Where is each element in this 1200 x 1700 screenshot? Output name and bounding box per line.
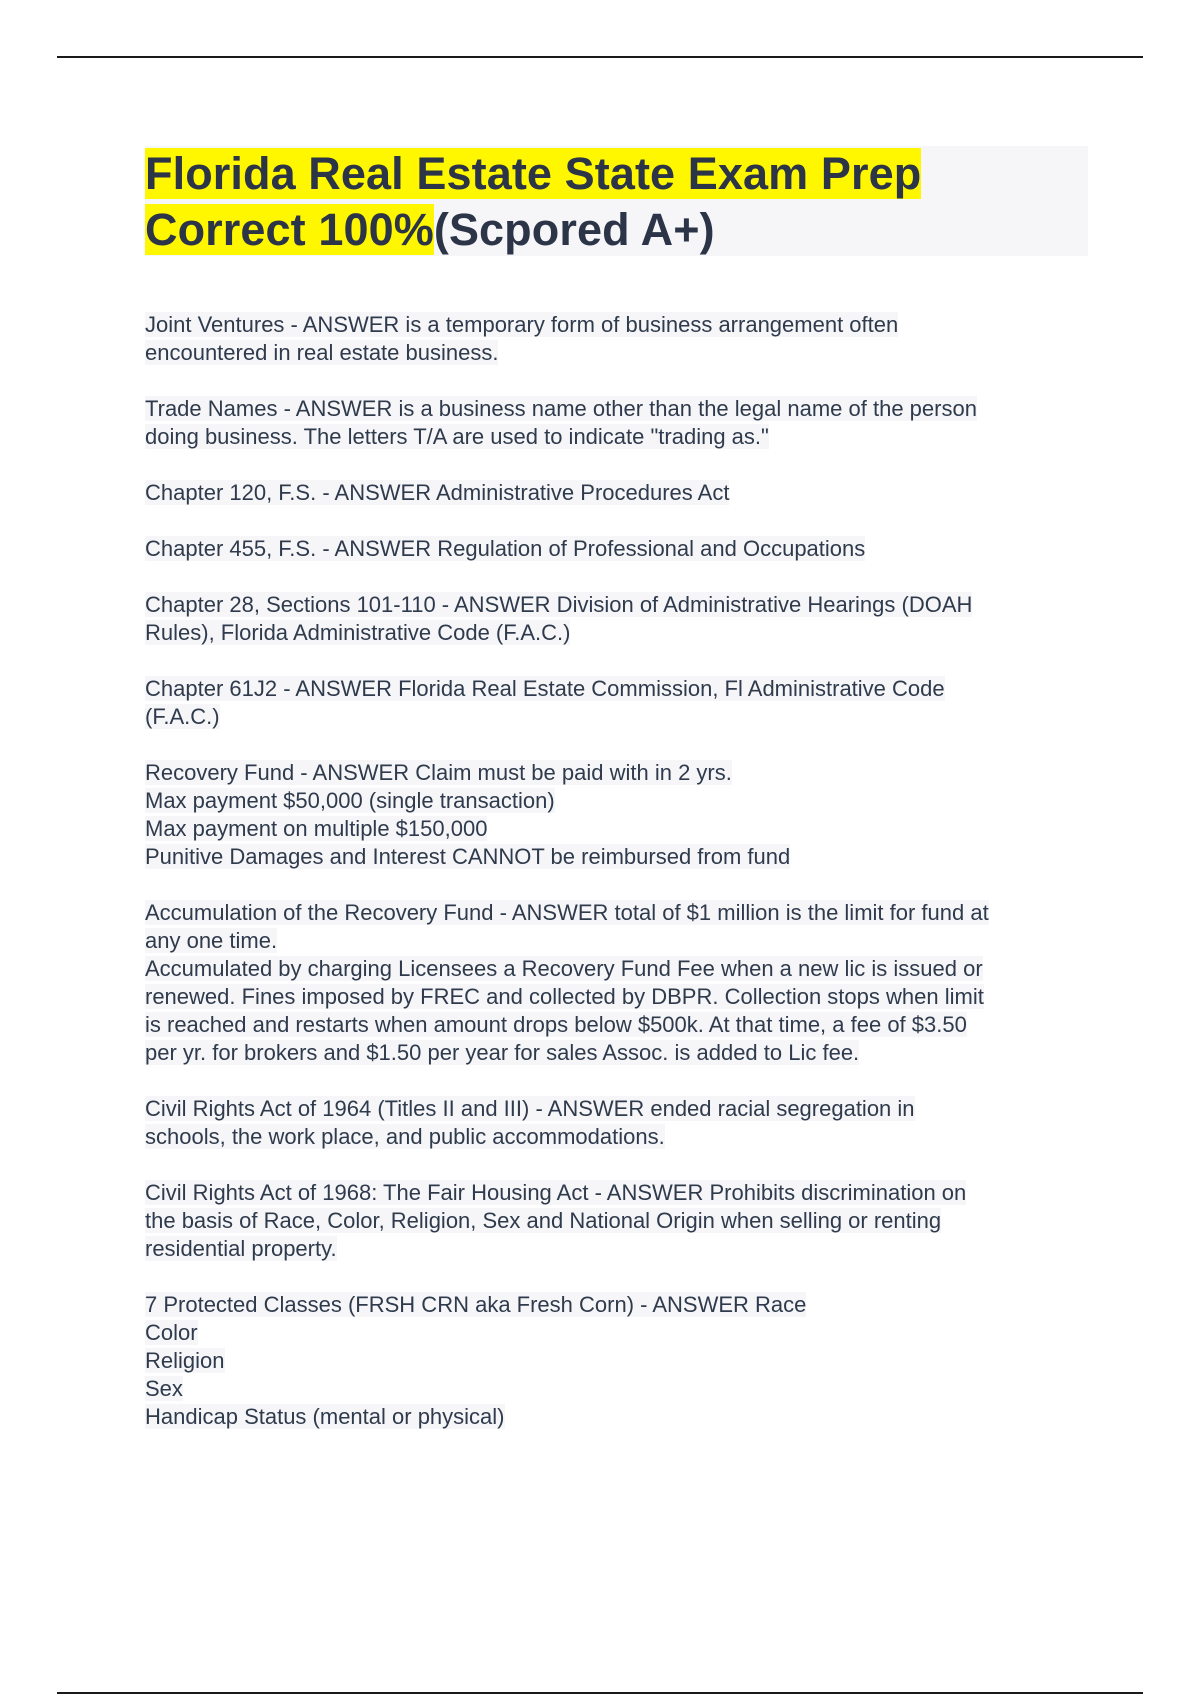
qa-entry [145, 479, 1090, 507]
qa-entry-line [145, 675, 1090, 703]
qa-entry-line [145, 1319, 1090, 1347]
qa-entry-line [145, 703, 1090, 731]
qa-entry-line [145, 395, 1090, 423]
qa-entry-line [145, 899, 1090, 927]
qa-entry-line [145, 1347, 1090, 1375]
qa-entry-text: Civil Rights Act of 1964 (Titles II and III) - ANSWER ended racial segregation in [145, 1096, 915, 1121]
qa-entry-text: Trade Names - ANSWER is a business name other than the legal name of the person [145, 396, 977, 421]
document-title [145, 146, 1088, 258]
qa-entry-line [145, 815, 1090, 843]
qa-entry-text: renewed. Fines imposed by FREC and collected by DBPR. Collection stops when limit [145, 984, 984, 1009]
qa-entry-line [145, 1123, 1090, 1151]
qa-entry-line [145, 759, 1090, 787]
qa-entry-text: Recovery Fund - ANSWER Claim must be paid with in 2 yrs. [145, 760, 732, 785]
qa-entry-text: Accumulated by charging Licensees a Recovery Fund Fee when a new lic is issued or [145, 956, 983, 981]
qa-entry-text: Max payment on multiple $150,000 [145, 816, 488, 841]
qa-entry [145, 1095, 1090, 1151]
qa-entry-text: Punitive Damages and Interest CANNOT be reimbursed from fund [145, 844, 791, 869]
top-rule [57, 56, 1143, 58]
qa-entry-text: the basis of Race, Color, Religion, Sex and National Origin when selling or renting [145, 1208, 942, 1233]
qa-entry-line [145, 927, 1090, 955]
qa-entry-line [145, 1235, 1090, 1263]
qa-entry [145, 1291, 1090, 1431]
qa-entry-line [145, 983, 1090, 1011]
qa-entry-text: Sex [145, 1376, 183, 1401]
qa-entry-text: any one time. [145, 928, 278, 953]
qa-entry-text: Accumulation of the Recovery Fund - ANSWER total of $1 million is the limit for fund at [145, 900, 989, 925]
qa-entry-text: Chapter 28, Sections 101-110 - ANSWER Division of Administrative Hearings (DOAH [145, 592, 973, 617]
qa-entry-line [145, 1291, 1090, 1319]
qa-entry-line [145, 1011, 1090, 1039]
qa-entry-line [145, 423, 1090, 451]
qa-entry-line [145, 591, 1090, 619]
qa-entry-line [145, 787, 1090, 815]
qa-entry-text: 7 Protected Classes (FRSH CRN aka Fresh Corn) - ANSWER Race [145, 1292, 807, 1317]
qa-list [145, 311, 1090, 1459]
qa-entry [145, 311, 1090, 367]
qa-entry-line [145, 1375, 1090, 1403]
qa-entry-line [145, 479, 1090, 507]
qa-entry-text: Rules), Florida Administrative Code (F.A.C.) [145, 620, 571, 645]
qa-entry-text: Chapter 120, F.S. - ANSWER Administrative Procedures Act [145, 480, 730, 505]
qa-entry-text: Handicap Status (mental or physical) [145, 1404, 505, 1429]
qa-entry [145, 759, 1090, 871]
title-block [145, 146, 1088, 256]
qa-entry-line [145, 311, 1090, 339]
qa-entry-text: (F.A.C.) [145, 704, 220, 729]
qa-entry [145, 591, 1090, 647]
qa-entry-text: Joint Ventures - ANSWER is a temporary form of business arrangement often [145, 312, 899, 337]
qa-entry-text: encountered in real estate business. [145, 340, 499, 365]
qa-entry-text: Color [145, 1320, 198, 1345]
title-highlight-line2: Correct 100% [145, 204, 434, 255]
qa-entry-line [145, 1095, 1090, 1123]
qa-entry-line [145, 619, 1090, 647]
qa-entry-text: residential property. [145, 1236, 337, 1261]
qa-entry [145, 675, 1090, 731]
qa-entry-text: Chapter 455, F.S. - ANSWER Regulation of Professional and Occupations [145, 536, 866, 561]
qa-entry-text: Civil Rights Act of 1968: The Fair Housing Act - ANSWER Prohibits discrimination on [145, 1180, 967, 1205]
qa-entry-text: is reached and restarts when amount drops below $500k. At that time, a fee of $3.50 [145, 1012, 967, 1037]
qa-entry [145, 1179, 1090, 1263]
qa-entry-line [145, 1403, 1090, 1431]
qa-entry-line [145, 955, 1090, 983]
qa-entry-text: Religion [145, 1348, 225, 1373]
qa-entry-text: schools, the work place, and public accommodations. [145, 1124, 665, 1149]
qa-entry-text: doing business. The letters T/A are used to indicate "trading as." [145, 424, 769, 449]
qa-entry [145, 899, 1090, 1067]
title-highlight-line1: Florida Real Estate State Exam Prep [145, 148, 922, 199]
qa-entry-line [145, 535, 1090, 563]
bottom-rule [57, 1692, 1143, 1694]
qa-entry-line [145, 1039, 1090, 1067]
qa-entry-line [145, 843, 1090, 871]
qa-entry-line [145, 1207, 1090, 1235]
qa-entry-text: per yr. for brokers and $1.50 per year for sales Assoc. is added to Lic fee. [145, 1040, 860, 1065]
qa-entry-text: Max payment $50,000 (single transaction) [145, 788, 555, 813]
qa-entry [145, 535, 1090, 563]
qa-entry-line [145, 1179, 1090, 1207]
title-suffix: (Scpored A+) [433, 204, 715, 255]
qa-entry-text: Chapter 61J2 - ANSWER Florida Real Estate Commission, Fl Administrative Code [145, 676, 945, 701]
qa-entry [145, 395, 1090, 451]
qa-entry-line [145, 339, 1090, 367]
